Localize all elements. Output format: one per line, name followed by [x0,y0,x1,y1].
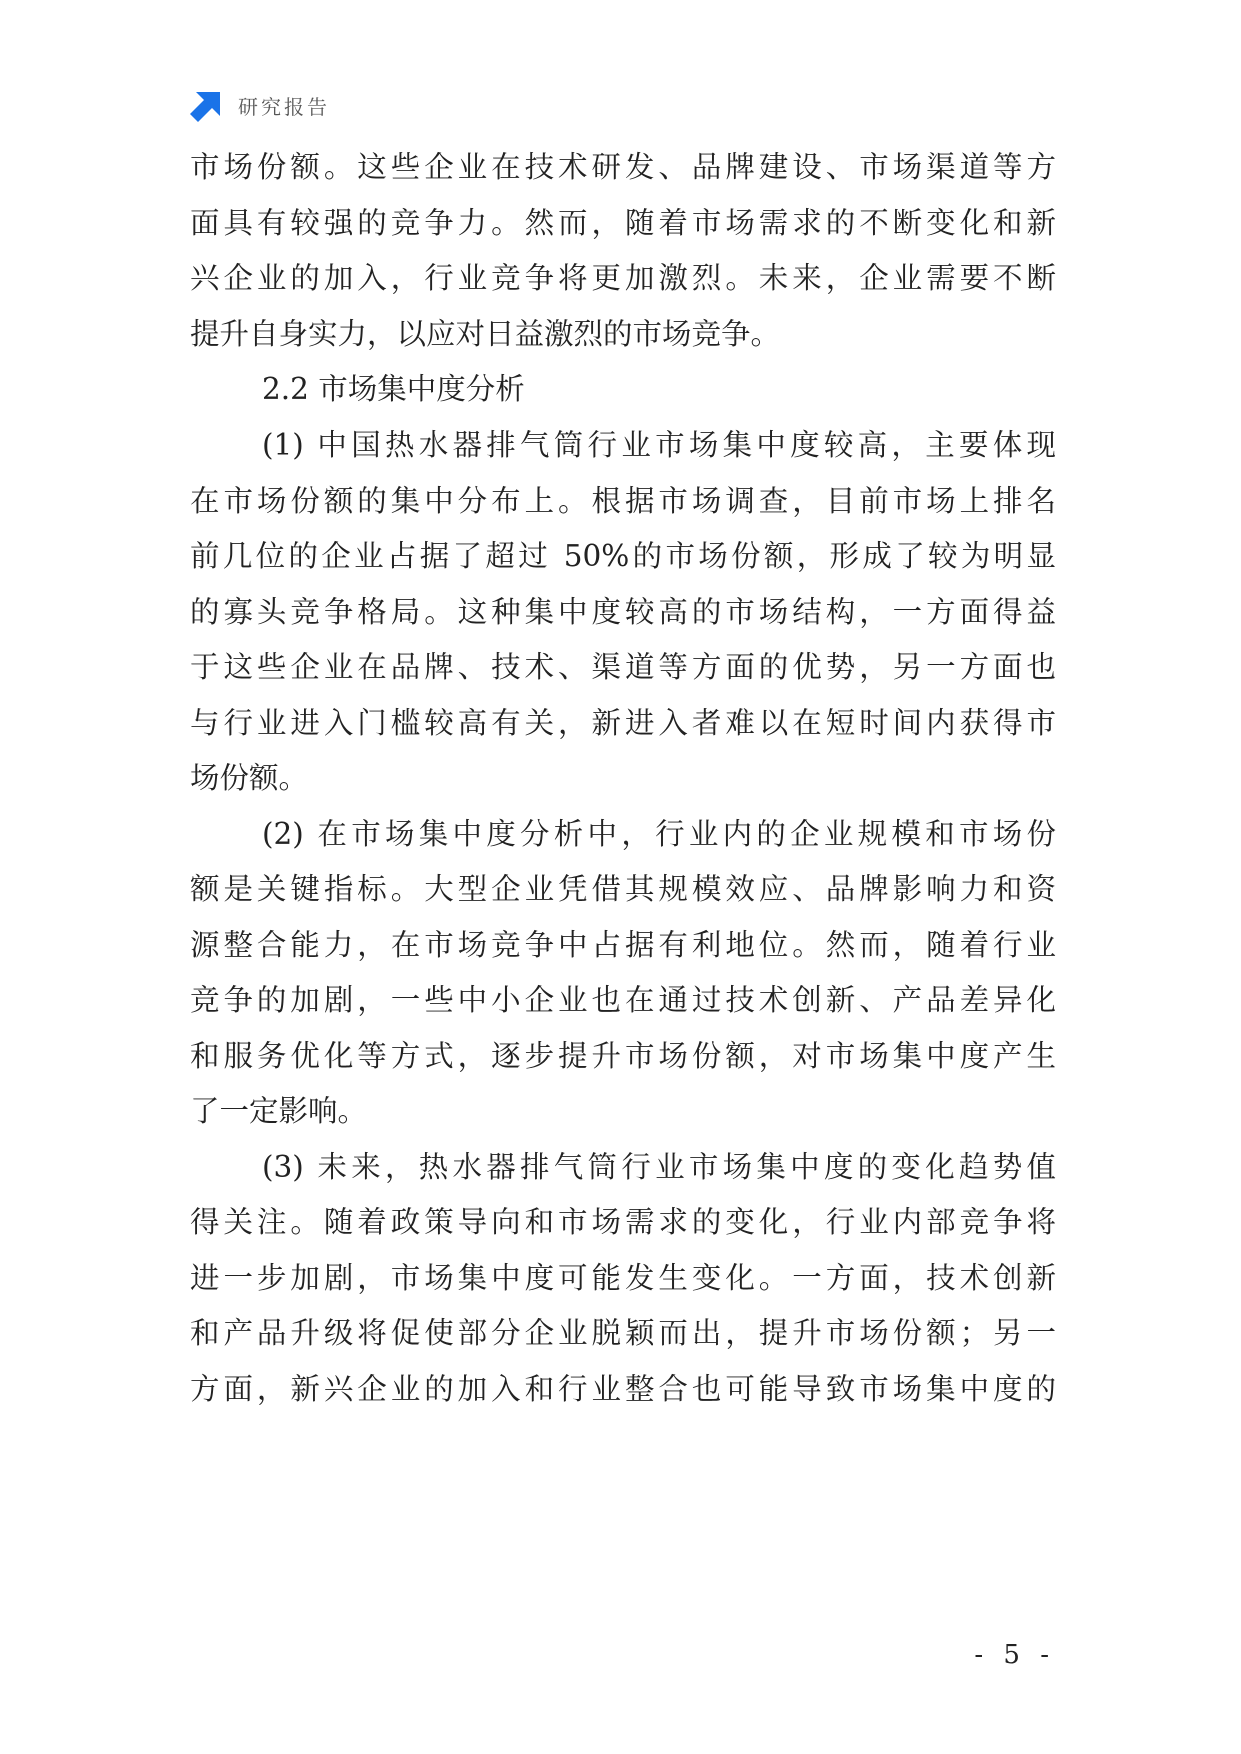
section-heading: 2.2 市场集中度分析 [262,372,525,406]
body-line: 和服务优化等方式，逐步提升市场份额，对市场集中度产生 [190,1039,1056,1073]
page-header [190,88,330,122]
body-line: 进一步加剧，市场集中度可能发生变化。一方面，技术创新 [190,1261,1056,1295]
body-line: (2) 在市场集中度分析中，行业内的企业规模和市场份 [262,817,1056,851]
body-line: 了一定影响。 [190,1094,368,1128]
body-line: 得关注。随着政策导向和市场需求的变化，行业内部竞争将 [190,1205,1056,1239]
body-line: 的寡头竞争格局。这种集中度较高的市场结构，一方面得益 [190,595,1056,629]
body-line: 源整合能力，在市场竞争中占据有利地位。然而，随着行业 [190,928,1056,962]
body-line: (3) 未来，热水器排气筒行业市场集中度的变化趋势值 [262,1150,1056,1184]
arrow-up-right-icon [190,88,224,122]
body-line: 额是关键指标。大型企业凭借其规模效应、品牌影响力和资 [190,872,1056,906]
body-line: 在市场份额的集中分布上。根据市场调查，目前市场上排名 [190,484,1056,518]
body-line: 面具有较强的竞争力。然而，随着市场需求的不断变化和新 [190,206,1056,240]
body-line: 前几位的企业占据了超过 50%的市场份额，形成了较为明显 [190,539,1056,573]
body-line: 方面，新兴企业的加入和行业整合也可能导致市场集中度的 [190,1372,1056,1406]
body-line: 场份额。 [190,761,309,795]
body-line: 提升自身实力，以应对日益激烈的市场竞争。 [190,317,781,351]
page-number: - 5 - [974,1640,1055,1670]
body-line: 竞争的加剧，一些中小企业也在通过技术创新、产品差异化 [190,983,1056,1017]
body-line: 兴企业的加入，行业竞争将更加激烈。未来，企业需要不断 [190,261,1056,295]
body-line: 和产品升级将促使部分企业脱颖而出，提升市场份额；另一 [190,1316,1056,1350]
body-line: 市场份额。这些企业在技术研发、品牌建设、市场渠道等方 [190,150,1056,184]
body-line: (1) 中国热水器排气筒行业市场集中度较高，主要体现 [262,428,1056,462]
body-line: 与行业进入门槛较高有关，新进入者难以在短时间内获得市 [190,706,1056,740]
header-title: 研究报告 [238,94,330,119]
body-line: 于这些企业在品牌、技术、渠道等方面的优势，另一方面也 [190,650,1056,684]
